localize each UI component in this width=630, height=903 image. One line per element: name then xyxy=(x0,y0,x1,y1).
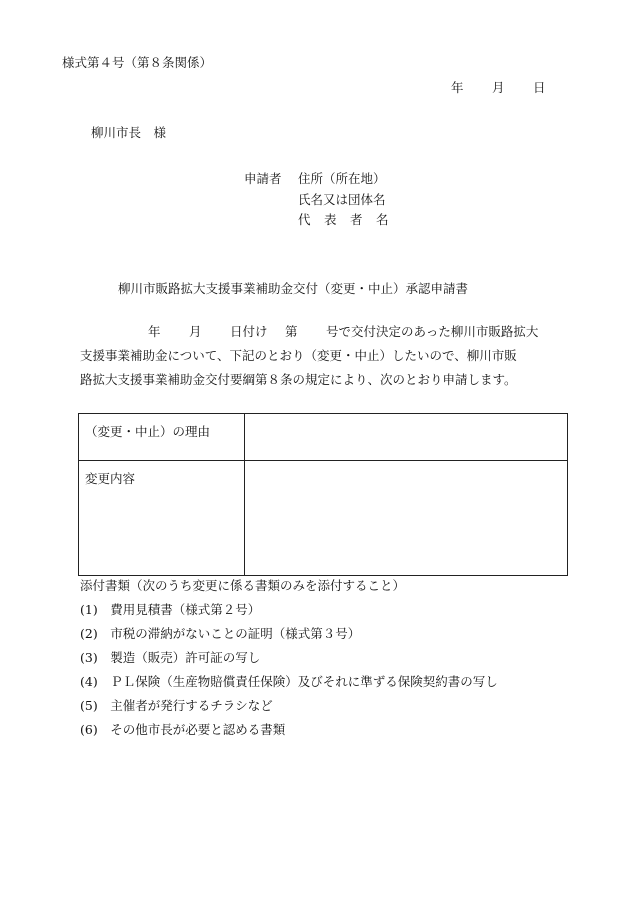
change-request-table xyxy=(78,413,568,576)
body-line3: 路拡大支援事業補助金交付要綱第８条の規定により、次のとおり申請します。 xyxy=(80,372,517,387)
reason-label-cell xyxy=(79,414,245,461)
attachment-item: (1) 費用見積書（様式第２号） xyxy=(80,602,261,617)
document-title: 柳川市販路拡大支援事業補助金交付（変更・中止）承認申請書 xyxy=(118,281,469,296)
reason-label: （変更・中止）の理由 xyxy=(85,424,211,439)
applicant-representative-label: 代 表 者 名 xyxy=(298,212,390,227)
body-line2: 支援事業補助金について、下記のとおり（変更・中止）したいので、柳川市販 xyxy=(80,348,517,363)
attachment-item: (5) 主催者が発行するチラシなど xyxy=(80,698,273,713)
body-month-label: 月 xyxy=(189,324,202,339)
change-content-label: 変更内容 xyxy=(85,471,136,486)
form-number: 様式第４号（第８条関係） xyxy=(62,55,213,70)
date-month-label: 月 xyxy=(492,80,505,95)
applicant-label: 申請者 xyxy=(244,171,282,186)
reason-input-cell[interactable] xyxy=(245,414,568,461)
body-year-label: 年 xyxy=(148,324,161,339)
applicant-name-label: 氏名又は団体名 xyxy=(298,192,386,207)
attachment-item: (4) ＰＬ保険（生産物賠償責任保険）及びそれに準ずる保険契約書の写し xyxy=(80,674,498,689)
attachments-heading: 添付書類（次のうち変更に係る書類のみを添付すること） xyxy=(80,578,406,593)
date-day-label: 日 xyxy=(533,80,546,95)
date-year-label: 年 xyxy=(451,80,464,95)
attachment-item: (6) その他市長が必要と認める書類 xyxy=(80,722,286,737)
attachment-item: (3) 製造（販売）許可証の写し xyxy=(80,650,261,665)
body-line1-rest: 号で交付決定のあった柳川市販路拡大 xyxy=(326,324,539,339)
applicant-address-label: 住所（所在地） xyxy=(298,171,386,186)
body-dated-label: 日付け xyxy=(230,324,268,339)
change-content-input-cell[interactable] xyxy=(245,461,568,576)
addressee: 柳川市長 様 xyxy=(91,125,167,140)
attachment-item: (2) 市税の滞納がないことの証明（様式第３号） xyxy=(80,626,361,641)
change-content-label-cell xyxy=(79,461,245,576)
body-dai-label: 第 xyxy=(285,324,298,339)
